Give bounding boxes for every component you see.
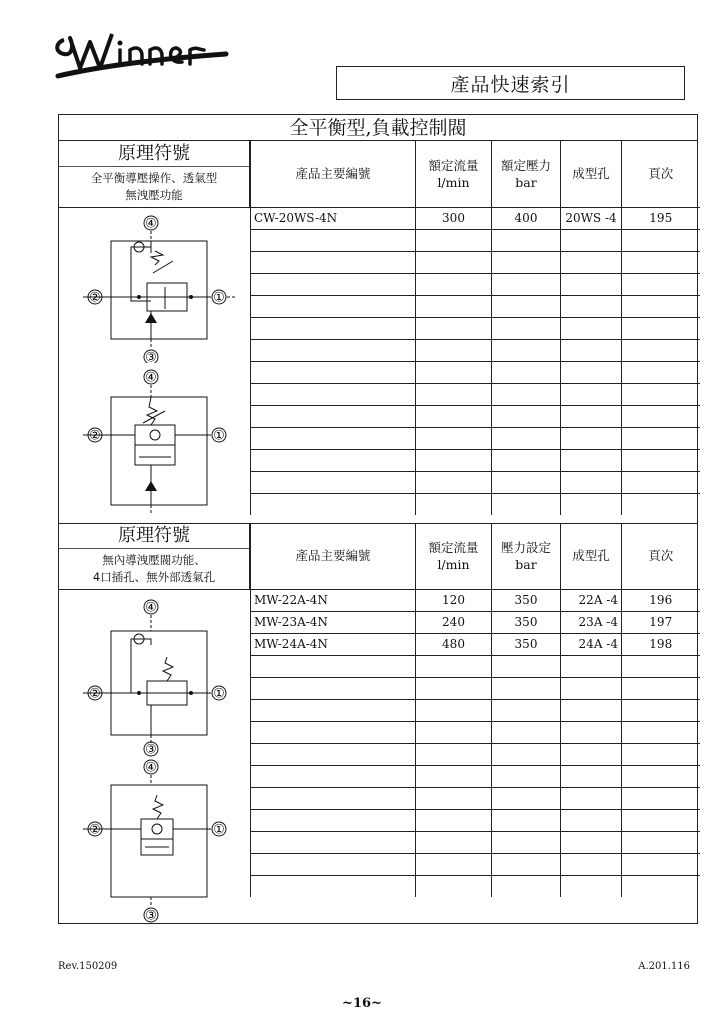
table-header-row [251,523,700,589]
table-row [251,471,700,493]
product-table-1 [250,141,700,515]
table-row [251,251,700,273]
table-row [251,787,700,809]
table-row [251,875,700,897]
page-cell: 196 [622,589,700,611]
pressure-cell: 400 [492,207,561,229]
hydraulic-symbol-diagram-alt [79,759,239,923]
col-flow: 額定流量 l/min [416,523,492,589]
model-cell: CW-20WS-4N [251,207,416,229]
table-row [251,809,700,831]
port-2-label: ② [89,428,101,444]
table-row [251,655,700,677]
col-pressure: 壓力設定 bar [492,523,561,589]
port-1-label: ① [213,822,225,838]
symbol-header [59,141,250,207]
hydraulic-symbol-diagram-alt [79,369,239,519]
hydraulic-symbol-diagram [79,213,239,363]
table-header-row [251,141,700,207]
symbol-description [59,167,249,204]
table-row [251,853,700,875]
port-3-label: ③ [145,350,157,363]
model-cell: MW-22A-4N [251,589,416,611]
flow-cell: 240 [416,611,492,633]
table-row [251,383,700,405]
winner-logo [50,24,230,96]
port-4-label: ④ [145,600,157,616]
port-2-label: ② [89,822,101,838]
col-cavity: 成型孔 [561,141,622,207]
table-row [251,765,700,787]
cavity-cell: 22A -4 [561,589,622,611]
product-table-2 [250,523,700,897]
col-model: 產品主要編號 [251,523,416,589]
symbol-description [59,549,249,586]
table-row [251,361,700,383]
port-1-label: ① [213,290,225,306]
symbol-header [59,523,250,589]
port-3-label: ③ [145,742,157,757]
table-row [251,295,700,317]
divider [59,589,250,590]
page-number: ~16~ [342,996,382,1011]
symbol-desc-line1: 全平衡導壓操作、透氣型 [90,171,218,185]
page-cell: 197 [622,611,700,633]
symbol-desc-line1: 無內導洩壓閥功能、 [102,553,206,567]
col-page: 頁次 [622,141,700,207]
symbol-title: 原理符號 [59,141,249,167]
col-pressure: 額定壓力 bar [492,141,561,207]
flow-cell: 300 [416,207,492,229]
table-row [251,699,700,721]
pressure-cell: 350 [492,633,561,655]
table-row [251,449,700,471]
doc-code-label: A.201.116 [638,961,690,972]
port-2-label: ② [89,290,101,306]
page-cell: 198 [622,633,700,655]
table-row [251,317,700,339]
flow-cell: 480 [416,633,492,655]
table-row[interactable] [251,589,700,611]
model-cell: MW-23A-4N [251,611,416,633]
page-cell: 195 [622,207,700,229]
table-row [251,405,700,427]
cavity-cell: 20WS -4 [561,207,622,229]
table-row [251,493,700,515]
table-row [251,273,700,295]
table-row[interactable] [251,633,700,655]
table-row [251,229,700,251]
symbol-title: 原理符號 [59,523,249,549]
cavity-cell: 24A -4 [561,633,622,655]
section-2 [59,523,697,923]
revision-label: Rev.150209 [58,961,118,972]
flow-cell: 120 [416,589,492,611]
port-1-label: ① [213,428,225,444]
col-model: 產品主要編號 [251,141,416,207]
port-3-label: ③ [145,908,157,923]
category-title: 全平衡型,負載控制閥 [59,115,697,141]
port-2-label: ② [89,686,101,702]
table-row [251,427,700,449]
table-row [251,721,700,743]
col-cavity: 成型孔 [561,523,622,589]
index-frame [58,114,698,924]
col-flow: 額定流量 l/min [416,141,492,207]
model-cell: MW-24A-4N [251,633,416,655]
hydraulic-symbol-diagram [79,597,239,757]
cavity-cell: 23A -4 [561,611,622,633]
pressure-cell: 350 [492,589,561,611]
port-1-label: ① [213,686,225,702]
symbol-desc-line2: 無洩壓功能 [125,188,183,202]
port-4-label: ④ [145,760,157,776]
table-row[interactable] [251,611,700,633]
port-4-label: ④ [145,370,157,386]
symbol-desc-line2: 4口插孔、無外部透氣孔 [92,570,216,584]
table-row[interactable] [251,207,700,229]
col-page: 頁次 [622,523,700,589]
port-4-label: ④ [145,216,157,232]
divider [59,207,250,208]
table-row [251,677,700,699]
table-row [251,339,700,361]
pressure-cell: 350 [492,611,561,633]
table-row [251,743,700,765]
table-row [251,831,700,853]
quick-index-title: 產品快速索引 [336,66,685,100]
section-1 [59,141,697,523]
